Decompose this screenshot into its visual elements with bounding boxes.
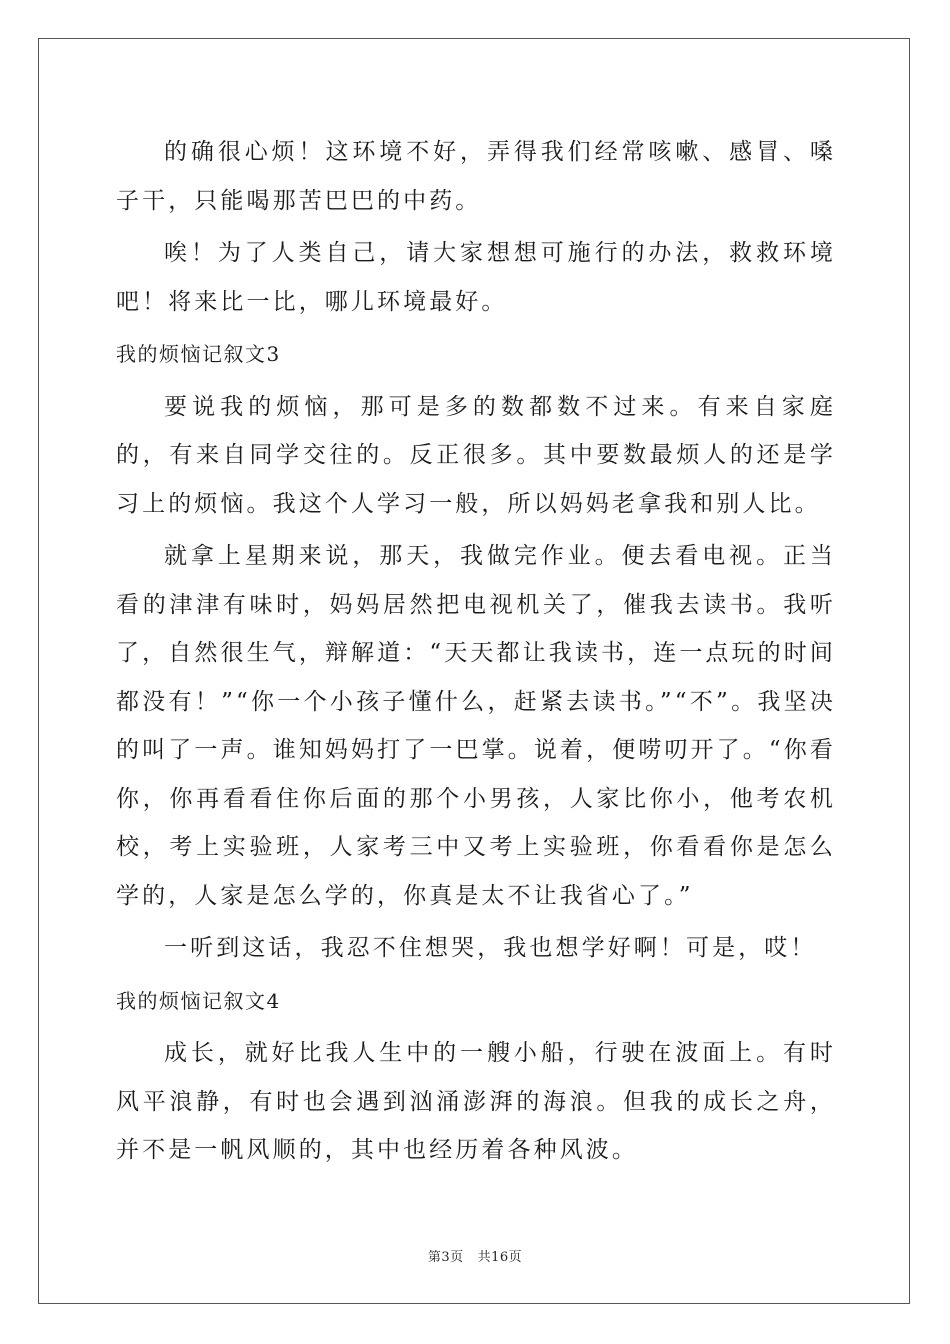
section-heading: 我的烦恼记叙文4 xyxy=(116,988,281,1013)
page-number: 第3页 xyxy=(427,1250,464,1265)
paragraph: 就拿上星期来说，那天，我做完作业。便去看电视。正当看的津津有味时，妈妈居然把电视机关了，催我去读书。我听了，自然很生气，辩解道：“天天都让我读书，连一点玩的时间都没有！”“你一个小孩子懂什么，赶紧去读书。”“不”。我坚决的叫了一声。谁知妈妈打了一巴掌。说着，便唠叨开了。“你看你，你再看看住你后面的那个小男孩，人家比你小，他考农机校，考上实验班，人家考三中又考上实验班，你看看你是怎么学的，人家是怎么学的，你真是太不让我省心了。” xyxy=(116,543,836,909)
paragraph: 唉！为了人类自己，请大家想想可施行的办法，救救环境吧！将来比一比，哪儿环境最好。 xyxy=(116,240,836,315)
section-heading: 我的烦恼记叙文3 xyxy=(116,342,281,366)
document-body xyxy=(116,128,836,1179)
paragraph: 成长，就好比我人生中的一艘小船，行驶在波面上。有时风平浪静，有时也会遇到汹涌澎湃的海浪。但我的成长之舟，并不是一帆风顺的，其中也经历着各种风波。 xyxy=(116,1040,836,1163)
page-total: 共16页 xyxy=(477,1250,523,1265)
paragraph: 的确很心烦！这环境不好，弄得我们经常咳嗽、感冒、嗓子干，只能喝那苦巴巴的中药。 xyxy=(116,139,836,214)
paragraph: 一听到这话，我忍不住想哭，我也想学好啊！可是，哎！ xyxy=(164,935,817,961)
page-footer xyxy=(0,1246,950,1265)
paragraph: 要说我的烦恼，那可是多的数都数不过来。有来自家庭的，有来自同学交往的。反正很多。其中要数最烦人的还是学习上的烦恼。我这个人学习一般，所以妈妈老拿我和别人比。 xyxy=(116,393,836,517)
